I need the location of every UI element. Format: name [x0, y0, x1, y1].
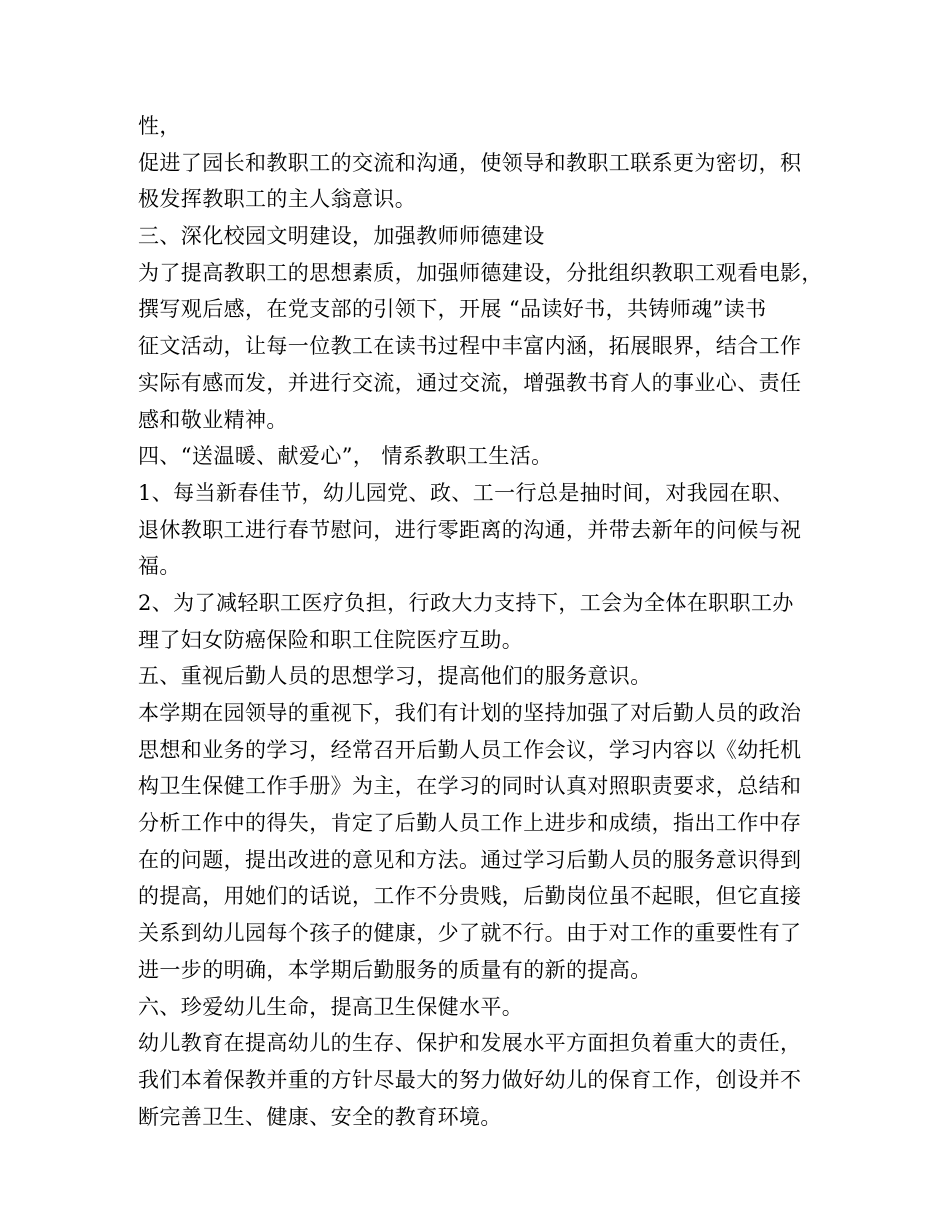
- section-heading: 四、“送温暖、献爱心”， 情系教职工生活。: [138, 444, 553, 469]
- text-line: 理了妇女防癌保险和职工住院医疗互助。: [138, 627, 524, 652]
- text-line: 断完善卫生、健康、安全的教育环境。: [138, 1104, 502, 1129]
- text-line: 2、为了减轻职工医疗负担，行政大力支持下，工会为全体在职职工办: [138, 590, 794, 615]
- text-line: 的提高，用她们的话说，工作不分贵贱，后勤岗位虽不起眼，但它直接: [138, 884, 802, 909]
- section-heading: 六、珍爱幼儿生命，提高卫生保健水平。: [138, 994, 524, 1019]
- text-line: 福。: [138, 554, 181, 579]
- text-line: 关系到幼儿园每个孩子的健康，少了就不行。由于对工作的重要性有了: [138, 921, 802, 946]
- text-line: 进一步的明确，本学期后勤服务的质量有的新的提高。: [138, 957, 652, 982]
- text-line: 本学期在园领导的重视下，我们有计划的坚持加强了对后勤人员的政治: [138, 701, 802, 725]
- text-line: 实际有感而发，并进行交流，通过交流，增强教书育人的事业心、责任: [138, 370, 802, 395]
- text-line: 退休教职工进行春节慰问，进行零距离的沟通，并带去新年的问候与祝: [138, 517, 802, 542]
- text-line: 为了提高教职工的思想素质，加强师德建设，分批组织教职工观看电影，: [138, 260, 823, 285]
- text-line: 构卫生保健工作手册》为主，在学习的同时认真对照职责要求，总结和: [138, 774, 802, 799]
- document-page: [138, 108, 828, 1135]
- text-line: 性，: [138, 114, 181, 138]
- text-line: 促进了园长和教职工的交流和沟通，使领导和教职工联系更为密切，积: [138, 150, 802, 175]
- section-heading: 三、深化校园文明建设，加强教师师德建设: [138, 224, 545, 249]
- section-heading: 五、重视后勤人员的思想学习，提高他们的服务意识。: [138, 664, 652, 689]
- text-line: 幼儿教育在提高幼儿的生存、保护和发展水平方面担负着重大的责任，: [138, 1031, 802, 1056]
- text-line: 征文活动，让每一位教工在读书过程中丰富内涵，拓展眼界，结合工作: [138, 334, 802, 359]
- text-line: 我们本着保教并重的方针尽最大的努力做好幼儿的保育工作，创设并不: [138, 1067, 802, 1092]
- text-line: 极发挥教职工的主人翁意识。: [138, 187, 417, 212]
- text-line: 在的问题，提出改进的意见和方法。通过学习后勤人员的服务意识得到: [138, 847, 802, 872]
- text-line: 分析工作中的得失，肯定了后勤人员工作上进步和成绩，指出工作中存: [138, 811, 802, 836]
- text-line: 感和敬业精神。: [138, 407, 288, 432]
- text-line: 1、每当新春佳节，幼儿园党、政、工一行总是抽时间，对我园在职、: [138, 480, 794, 505]
- text-line: 思想和业务的学习，经常召开后勤人员工作会议，学习内容以《幼托机: [138, 737, 802, 762]
- text-line: 撰写观后感，在党支部的引领下，开展 “品读好书，共铸师魂”读书: [138, 297, 767, 322]
